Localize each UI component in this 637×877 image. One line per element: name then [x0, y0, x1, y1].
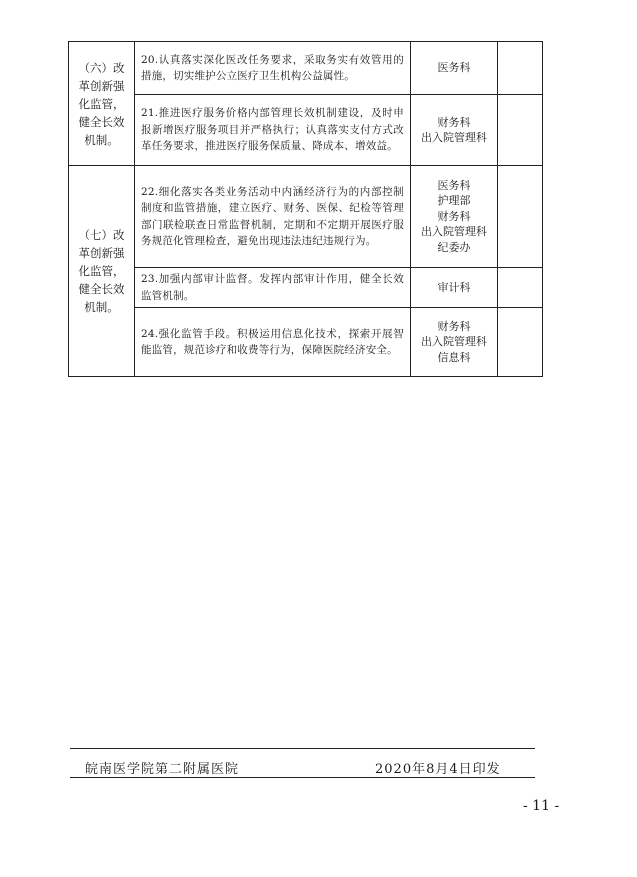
task-text: 22.细化落实各类业务活动中内涵经济行为的内部控制制度和监管措施，建立医疗、财务、医保、纪检等管理部门联检联查日常监督机制，定期和不定期开展医疗服务规范化管理检查，避免出现违法违纪违规行为。 — [141, 185, 404, 247]
footer-bottom-rule — [70, 777, 535, 778]
page-number: - 11 - — [523, 798, 560, 814]
task-cell — [135, 166, 411, 268]
blank-cell — [498, 95, 543, 166]
footer-top-rule — [70, 748, 535, 749]
task-text: 24.强化监管手段。积极运用信息化技术，探索开展智能监管，规范诊疗和收费等行为，保障医院经济安全。 — [141, 327, 404, 356]
category-cell — [69, 166, 135, 377]
table-row — [69, 42, 543, 95]
department-name: 财务科 — [437, 115, 471, 129]
table-row — [69, 166, 543, 268]
task-text: 20.认真落实深化医改任务要求，采取务实有效管用的措施，切实维护公立医疗卫生机构公益属性。 — [141, 53, 404, 82]
blank-cell — [498, 166, 543, 268]
department-name: 审计科 — [437, 280, 471, 294]
department-cell — [411, 42, 498, 95]
table-row — [69, 268, 543, 308]
department-name: 出入院管理科 — [421, 335, 487, 349]
department-name: 纪委办 — [437, 240, 471, 254]
footer-issuer: 皖南医学院第二附属医院 — [85, 762, 240, 777]
department-name: 信息科 — [437, 350, 471, 364]
department-cell — [411, 268, 498, 308]
blank-cell — [498, 308, 543, 377]
department-name: 财务科 — [437, 209, 471, 223]
blank-cell — [498, 268, 543, 308]
department-name: 护理部 — [437, 194, 471, 208]
department-name: 财务科 — [437, 319, 471, 333]
category-text: （七）改革创新强化监管，健全长效机制。 — [78, 228, 125, 314]
department-cell — [411, 95, 498, 166]
table-row — [69, 308, 543, 377]
department-cell — [411, 308, 498, 377]
task-table — [68, 41, 543, 377]
category-cell — [69, 42, 135, 166]
department-name: 医务科 — [437, 178, 471, 192]
task-text: 23.加强内部审计监督。发挥内部审计作用，健全长效监管机制。 — [141, 273, 404, 302]
table-row — [69, 95, 543, 166]
task-cell — [135, 42, 411, 95]
department-name: 医务科 — [437, 61, 471, 75]
department-name: 出入院管理科 — [421, 131, 487, 144]
blank-cell — [498, 42, 543, 95]
category-text: （六）改革创新强化监管，健全长效机制。 — [78, 60, 125, 147]
task-cell — [135, 308, 411, 377]
department-cell — [411, 166, 498, 268]
department-name: 出入院管理科 — [421, 225, 487, 239]
task-cell — [135, 268, 411, 308]
task-cell — [135, 95, 411, 166]
task-text: 21.推进医疗服务价格内部管理长效机制建设，及时申报新增医疗服务项目并严格执行；认真落实支付方式改革任务要求，推进医疗服务保质量、降成本、增效益。 — [141, 107, 404, 153]
footer-date: 2020年8月4日印发 — [375, 762, 501, 777]
